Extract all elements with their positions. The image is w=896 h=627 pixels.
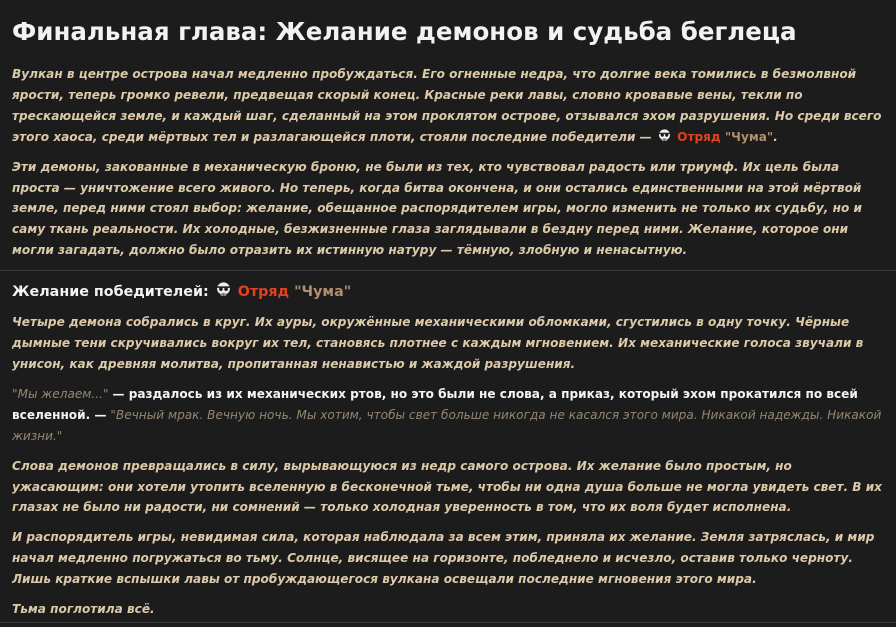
demon-quote-1: "Мы желаем..." xyxy=(12,386,109,401)
intro-paragraph-1-text: Вулкан в центре острова начал медленно пробуждаться. Его огненные недра, что долгие века томились в безмолвной ярости, теперь громко ревели, предвещая скорый конец. Красные реки лавы, словно кровавые вены, текли по трескающейся земле, и каждый шаг, сделанный на этом проклятом острове, отзывался эхом разрушения. Но среди всего этого хаоса, среди мёртвых тел и разлагающейся плоти, стояли последние победители — xyxy=(12,67,882,144)
intro-paragraph-1-end: . xyxy=(773,129,778,144)
page-title: Финальная глава: Желание демонов и судьба беглеца xyxy=(12,17,797,46)
skull-gas-mask-icon xyxy=(658,129,671,142)
section-paragraph-4: Тьма поглотила всё. xyxy=(12,602,155,617)
team-word: Отряд xyxy=(677,129,721,144)
section-paragraph-2: Слова демонов превращались в силу, вырывающуюся из недр самого острова. Их желание было простым, но ужасающим: они хотели утопить вселенную в бесконечной тьме, чтобы ни одна душа больше не могла увидеть свет. В их глазах не было ни радости, ни сомнений — только холодная уверенность в том, что их воля будет исполнена. xyxy=(12,458,882,515)
section-paragraph-3: И распорядитель игры, невидимая сила, которая наблюдала за всем этим, приняла их желание. Земля затряслась, и мир начал медленно погружаться во тьму. Солнце, висящее на горизонте, побледнело и исчезло, оставив только черноту. Лишь краткие вспышки лавы от пробуждающегося вулкана освещали последние мгновения этого мира. xyxy=(12,530,875,587)
team-name: "Чума" xyxy=(724,129,774,144)
intro-paragraph-1 xyxy=(12,64,884,148)
section-divider xyxy=(0,270,896,271)
section-paragraph-1: Четыре демона собрались в круг. Их ауры, окружённые механическими обломками, сгустились в одну точку. Чёрные дымные тени скручивались вокруг их тел, становясь плотнее с каждым мгновением. Их механические голоса звучали в унисон, как древняя молитва, пропитанная ненавистью и жаждой разрушения. xyxy=(12,315,864,371)
section-heading-text: Желание победителей: xyxy=(12,284,209,301)
demon-quote-2: "Вечный мрак. Вечную ночь. Мы хотим, чтобы свет больше никогда не касался этого мира. Никакой надежды. Никакой жизни." xyxy=(12,407,882,443)
quote-paragraph xyxy=(12,384,884,447)
bottom-divider xyxy=(0,622,896,623)
narration-text: — раздалось из их механических ртов, но это были не слова, а приказ, который эхом прокатился по всей вселенной. — xyxy=(12,386,858,422)
section-heading xyxy=(12,280,884,304)
team-word: Отряд xyxy=(237,284,290,301)
intro-paragraph-2: Эти демоны, закованные в механическую броню, не были из тех, кто чувствовал радость или триумф. Их цель была проста — уничтожение всего живого. Но теперь, когда битва окончена, и они остались единственными на этой мёртвой земле, перед ними стоял выбор: желание, обещанное распорядителем игры, могло изменить не только их судьбу, но и саму ткань реальности. Их холодные, безжизненные глаза заглядывали в бездну перед ними. Желание, которое они могли загадать, должно было отразить их истинную натуру — тёмную, злобную и ненасытную. xyxy=(12,159,862,258)
team-name: "Чума" xyxy=(294,284,352,301)
skull-gas-mask-icon xyxy=(216,282,231,297)
